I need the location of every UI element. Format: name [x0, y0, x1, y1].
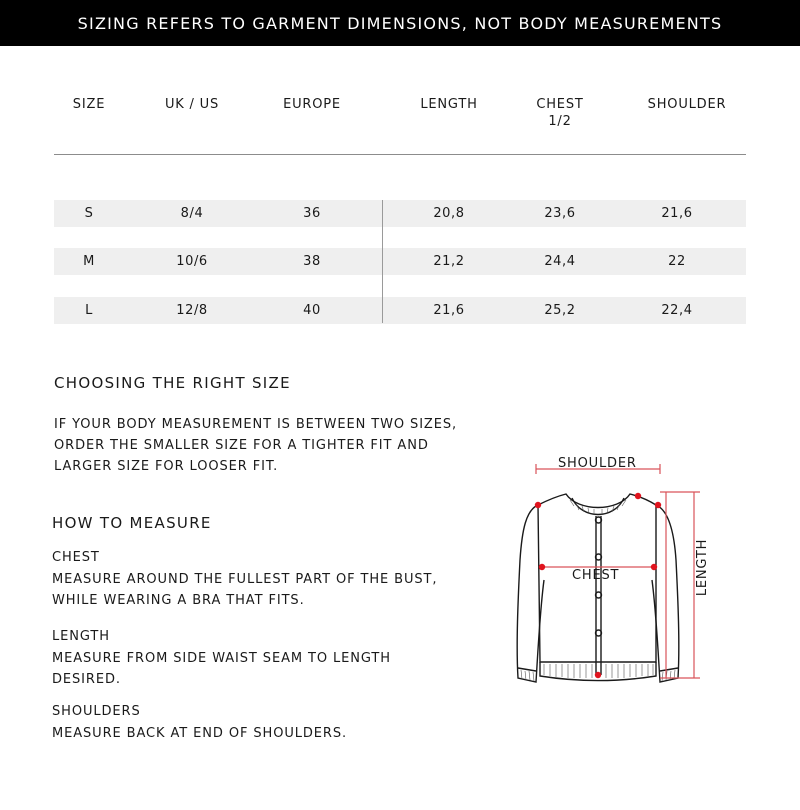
- cell-size: S: [84, 206, 94, 221]
- table-row: [54, 297, 746, 324]
- size-table-header: [54, 96, 746, 136]
- table-row: [54, 248, 746, 275]
- cell-chest: 25,2: [544, 303, 576, 318]
- choosing-line: IF YOUR BODY MEASUREMENT IS BETWEEN TWO SIZES,: [54, 417, 458, 432]
- length-subtitle: LENGTH: [52, 629, 110, 644]
- cardigan-measurement-diagram: [498, 450, 728, 720]
- cell-chest: 24,4: [544, 254, 576, 269]
- cell-uk-us: 8/4: [180, 206, 204, 221]
- cell-size: M: [83, 254, 95, 269]
- cell-uk-us: 12/8: [176, 303, 208, 318]
- chest-subtitle: CHEST: [52, 550, 100, 565]
- choosing-title: CHOOSING THE RIGHT SIZE: [54, 374, 291, 392]
- header-size: SIZE: [72, 97, 106, 112]
- top-banner: [0, 0, 800, 46]
- cell-uk-us: 10/6: [176, 254, 208, 269]
- chest-line: WHILE WEARING A BRA THAT FITS.: [52, 593, 305, 608]
- header-shoulder: SHOULDER: [647, 97, 727, 112]
- diagram-shoulder-label: SHOULDER: [558, 456, 637, 471]
- header-length: LENGTH: [420, 97, 478, 112]
- shoulders-text: [52, 723, 347, 744]
- cell-chest: 23,6: [544, 206, 576, 221]
- how-to-measure-title: HOW TO MEASURE: [52, 514, 212, 532]
- header-europe: EUROPE: [283, 97, 341, 112]
- cell-length: 20,8: [433, 206, 465, 221]
- chest-line: MEASURE AROUND THE FULLEST PART OF THE BUST,: [52, 572, 438, 587]
- header-divider: [54, 154, 746, 155]
- cell-size: L: [85, 303, 93, 318]
- choosing-line: ORDER THE SMALLER SIZE FOR A TIGHTER FIT AND: [54, 438, 429, 453]
- cardigan-illustration: [498, 450, 728, 720]
- choosing-text: [54, 414, 457, 477]
- chest-text: [52, 569, 437, 611]
- banner-text: SIZING REFERS TO GARMENT DIMENSIONS, NOT BODY MEASUREMENTS: [77, 13, 723, 33]
- length-text: [52, 648, 391, 690]
- table-column-divider: [382, 200, 383, 323]
- choosing-line: LARGER SIZE FOR LOOSER FIT.: [54, 459, 279, 474]
- shoulders-subtitle: SHOULDERS: [52, 704, 141, 719]
- cell-shoulder: 22,4: [661, 303, 693, 318]
- cell-shoulder: 22: [668, 254, 686, 269]
- header-chest-half: CHEST 1/2: [536, 97, 584, 129]
- cell-length: 21,6: [433, 303, 465, 318]
- cell-europe: 36: [303, 206, 321, 221]
- cell-europe: 40: [303, 303, 321, 318]
- header-uk-us: UK / US: [164, 97, 220, 112]
- length-line: MEASURE FROM SIDE WAIST SEAM TO LENGTH: [52, 651, 391, 666]
- cell-europe: 38: [303, 254, 321, 269]
- shoulders-line: MEASURE BACK AT END OF SHOULDERS.: [52, 726, 348, 741]
- diagram-length-label: LENGTH: [695, 538, 711, 597]
- table-row: [54, 200, 746, 227]
- cell-length: 21,2: [433, 254, 465, 269]
- length-line: DESIRED.: [52, 672, 121, 687]
- diagram-chest-label: CHEST: [572, 568, 620, 583]
- cell-shoulder: 21,6: [661, 206, 693, 221]
